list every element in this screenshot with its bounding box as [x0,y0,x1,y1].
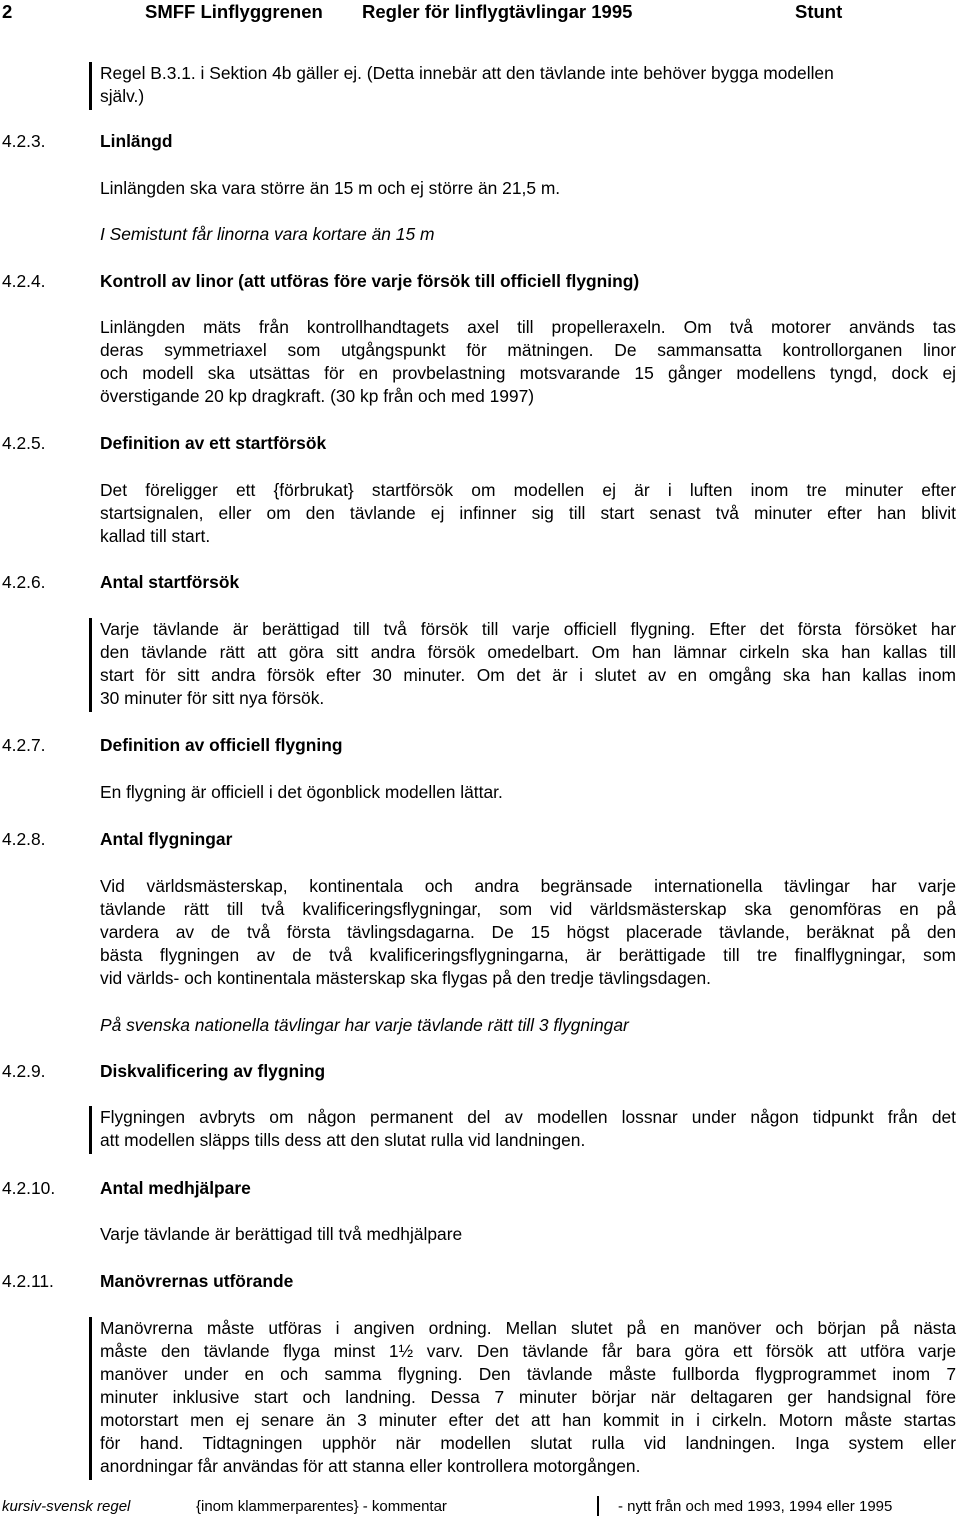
paragraph-line: motorstart men ej senare än 3 minuter efter det att han kommit in i cirkeln. Motorn måste startas [100,1410,956,1430]
paragraph-line: Vid världsmästerskap, kontinentala och andra begränsade internationella tävlingar har varje [100,876,956,896]
change-bar [89,1317,92,1480]
page-number: 2 [2,1,13,22]
paragraph: Linlängden ska vara större än 15 m och ej större än 21,5 m. [100,178,561,198]
section-number: 4.2.11. [2,1271,54,1291]
section-heading: Antal startförsök [100,572,240,592]
section-number: 4.2.10. [2,1178,56,1198]
paragraph-line: Varje tävlande är berättigad till två försök till varje officiell flygning. Efter det första försöket har [100,619,956,639]
paragraph-line: för hand. Tidtagningen upphör när modellen slutat rulla vid landningen. Inga system eller [100,1433,956,1453]
paragraph-line: startsignalen, eller om den tävlande ej infinner sig till start senast två minuter efter han blivit [100,503,956,523]
section-heading: Manövrernas utförande [100,1271,294,1291]
section-number: 4.2.4. [2,271,46,291]
paragraph-line: Det föreligger ett {förbrukat} startförsök om modellen ej är i luften inom tre minuter efter [100,480,956,500]
paragraph-line: den tävlande rätt att göra sitt andra försök omedelbart. Om han lämnar cirkeln ska han kallas till [100,642,956,662]
paragraph-line: Linlängden mäts från kontrollhandtagets axel till propelleraxeln. Om två motorer används tas [100,317,956,337]
paragraph-line: kallad till start. [100,526,211,546]
section-heading: Definition av officiell flygning [100,735,343,755]
paragraph-line: Manövrerna måste utföras i angiven ordning. Mellan slutet på en manöver och början på nästa [100,1318,956,1338]
section-number: 4.2.5. [2,433,46,453]
change-bar [89,62,92,110]
header-title: Regler för linflygtävlingar 1995 [362,1,633,22]
paragraph-line: att modellen släpps tills dess att den slutat rulla vid landningen. [100,1130,586,1150]
paragraph-line: start för sitt andra försök efter 30 minuter. Om det är i slutet av en omgång ska han kallas inom [100,665,956,685]
header-class: Stunt [795,1,843,22]
paragraph: En flygning är officiell i det ögonblick modellen lättar. [100,782,503,802]
paragraph: Varje tävlande är berättigad till två medhjälpare [100,1224,463,1244]
change-bar [89,618,92,712]
section-number: 4.2.9. [2,1061,46,1081]
legend-bar-note: - nytt från och med 1993, 1994 eller 1995 [618,1498,893,1515]
section-number: 4.2.6. [2,572,46,592]
section-heading: Kontroll av linor (att utföras före varje försök till officiell flygning) [100,271,640,291]
paragraph-line: Flygningen avbryts om någon permanent del av modellen lossnar under någon tidpunkt från det [100,1107,956,1127]
paragraph-line: överstigande 20 kp dragkraft. (30 kp från och med 1997) [100,386,535,406]
paragraph-line: minuter inklusive start och landning. Dessa 7 minuter börjar när deltagaren ger handsignal före [100,1387,956,1407]
section-number: 4.2.8. [2,829,46,849]
section-number: 4.2.7. [2,735,46,755]
section-heading: Definition av ett startförsök [100,433,327,453]
paragraph-line: bästa flygningen av de två kvalificeringsflygningarna, är berättigade till tre finalflygningar, som [100,945,956,965]
section-number: 4.2.3. [2,131,46,151]
paragraph-line: deras symmetriaxel som utgångspunkt för mätningen. De sammansatta kontrollorganen linor [100,340,956,360]
paragraph-line: måste den tävlande flyga minst 1½ varv. Den tävlande får bara göra ett försök att utföra varje [100,1341,956,1361]
section-heading: Antal medhjälpare [100,1178,251,1198]
paragraph-line: vid världs- och kontinentala mästerskap ska flygas på den tredje tävlingsdagen. [100,968,711,988]
paragraph-line: vardera av de två första tävlingsdagarna. De 15 högst placerade tävlande, beräknat på den [100,922,956,942]
paragraph-line: och modell ska utsättas för en provbelastning motsvarande 15 gånger modellens tyngd, dock ej [100,363,956,383]
legend-change-bar [597,1496,599,1516]
change-bar [89,1106,92,1154]
section-heading: Antal flygningar [100,829,233,849]
italic-rule: På svenska nationella tävlingar har varje tävlande rätt till 3 flygningar [100,1015,629,1035]
paragraph-line: manöver under en och samma flygning. Den tävlande måste fullborda flygprogrammet inom 7 [100,1364,956,1384]
legend-comment-note: {inom klammerparentes} - kommentar [196,1498,447,1515]
legend-italic-note: kursiv-svensk regel [2,1498,131,1515]
italic-rule: I Semistunt får linorna vara kortare än 15 m [100,224,435,244]
paragraph-line: 30 minuter för sitt nya försök. [100,688,325,708]
paragraph-line: anordningar får användas för att stanna eller kontrollera motorgången. [100,1456,641,1476]
section-heading: Diskvalificering av flygning [100,1061,326,1081]
header-organization: SMFF Linflyggrenen [145,1,323,22]
intro-line-2: själv.) [100,86,145,106]
section-heading: Linlängd [100,131,173,151]
intro-line-1: Regel B.3.1. i Sektion 4b gäller ej. (Detta innebär att den tävlande inte behöver bygga modellen [100,63,834,83]
paragraph-line: tävlande rätt till två kvalificeringsflygningar, som vid världsmästerskap ska genomföras en på [100,899,956,919]
